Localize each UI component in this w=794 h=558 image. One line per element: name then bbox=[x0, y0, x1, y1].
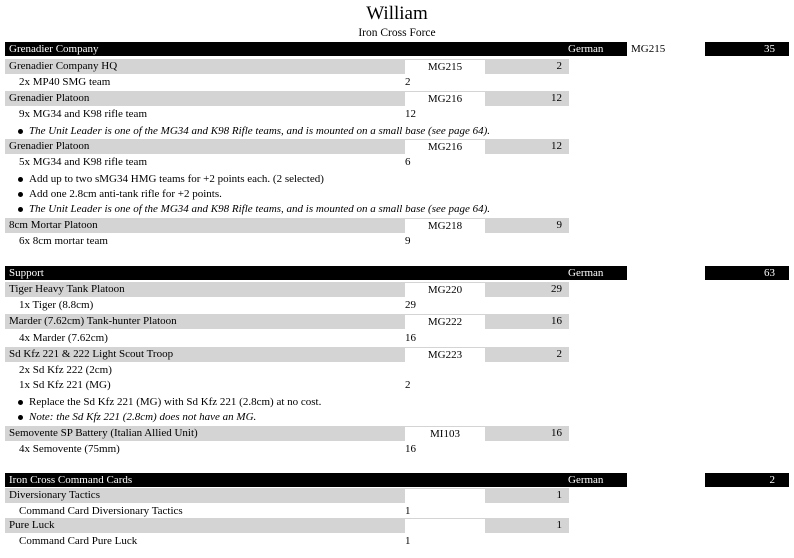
section-points: 63 bbox=[764, 267, 775, 279]
unit-item bbox=[5, 75, 569, 90]
unit-note bbox=[18, 124, 578, 138]
unit-item bbox=[5, 442, 569, 457]
item-value: 2 bbox=[405, 379, 411, 391]
bullet-icon bbox=[18, 415, 23, 420]
unit-points: 29 bbox=[551, 283, 562, 295]
unit-note bbox=[18, 410, 578, 424]
item-value: 16 bbox=[405, 332, 416, 344]
item-value: 16 bbox=[405, 443, 416, 455]
unit-header bbox=[5, 59, 569, 74]
unit-label: Tiger Heavy Tank Platoon bbox=[9, 283, 125, 295]
item-value: 2 bbox=[405, 76, 411, 88]
item-label: 9x MG34 and K98 rifle team bbox=[19, 108, 147, 120]
item-value: 1 bbox=[405, 535, 411, 547]
unit-header bbox=[5, 282, 569, 297]
note-text: Add up to two sMG34 HMG teams for +2 points each. (2 selected) bbox=[29, 173, 324, 185]
unit-code: MG223 bbox=[405, 348, 485, 362]
item-label: Command Card Pure Luck bbox=[19, 535, 138, 547]
unit-header bbox=[5, 91, 569, 106]
item-value: 9 bbox=[405, 235, 411, 247]
unit-header bbox=[5, 218, 569, 233]
section-code bbox=[627, 473, 705, 487]
unit-code bbox=[405, 489, 485, 503]
item-label: 2x Sd Kfz 222 (2cm) bbox=[19, 364, 112, 376]
section-nation: German bbox=[568, 474, 604, 486]
bullet-icon bbox=[18, 207, 23, 212]
unit-code: MG215 bbox=[405, 60, 485, 74]
unit-label: Semovente SP Battery (Italian Allied Unit) bbox=[9, 427, 198, 439]
item-label: 4x Semovente (75mm) bbox=[19, 443, 120, 455]
unit-points: 1 bbox=[556, 519, 562, 531]
item-label: 2x MP40 SMG team bbox=[19, 76, 111, 88]
item-value: 6 bbox=[405, 156, 411, 168]
item-label: 1x Tiger (8.8cm) bbox=[19, 299, 94, 311]
unit-label: 8cm Mortar Platoon bbox=[9, 219, 98, 231]
section-code: MG215 bbox=[627, 42, 705, 56]
unit-code: MG222 bbox=[405, 315, 485, 329]
bullet-icon bbox=[18, 177, 23, 182]
bullet-icon bbox=[18, 192, 23, 197]
section-points: 2 bbox=[769, 474, 775, 486]
unit-item bbox=[5, 107, 569, 122]
section-label: Iron Cross Command Cards bbox=[9, 474, 133, 486]
unit-label: Grenadier Platoon bbox=[9, 140, 90, 152]
unit-label: Grenadier Platoon bbox=[9, 92, 90, 104]
unit-code: MG216 bbox=[405, 140, 485, 154]
unit-code: MI103 bbox=[405, 427, 485, 441]
section-header bbox=[5, 473, 789, 487]
section-points: 35 bbox=[764, 43, 775, 55]
note-text: The Unit Leader is one of the MG34 and K98 Rifle teams, and is mounted on a small base (see page 64). bbox=[29, 125, 491, 137]
unit-label: Marder (7.62cm) Tank-hunter Platoon bbox=[9, 315, 177, 327]
section-nation: German bbox=[568, 43, 604, 55]
item-label: 5x MG34 and K98 rifle team bbox=[19, 156, 147, 168]
unit-points: 12 bbox=[551, 140, 562, 152]
unit-code: MG220 bbox=[405, 283, 485, 297]
unit-item bbox=[5, 155, 569, 170]
section-header bbox=[5, 266, 789, 280]
unit-label: Pure Luck bbox=[9, 519, 55, 531]
unit-points: 16 bbox=[551, 315, 562, 327]
section-code bbox=[627, 266, 705, 280]
unit-item bbox=[5, 363, 569, 378]
unit-item bbox=[5, 331, 569, 346]
unit-header bbox=[5, 347, 569, 362]
unit-code: MG216 bbox=[405, 92, 485, 106]
unit-header bbox=[5, 488, 569, 503]
unit-points: 2 bbox=[556, 60, 562, 72]
unit-item bbox=[5, 504, 569, 519]
unit-code bbox=[405, 519, 485, 533]
unit-points: 1 bbox=[556, 489, 562, 501]
unit-item bbox=[5, 298, 569, 313]
unit-code: MG218 bbox=[405, 219, 485, 233]
section-nation: German bbox=[568, 267, 604, 279]
bullet-icon bbox=[18, 400, 23, 405]
unit-item bbox=[5, 534, 569, 549]
unit-note bbox=[18, 187, 578, 201]
unit-header bbox=[5, 426, 569, 441]
unit-header bbox=[5, 518, 569, 533]
unit-points: 16 bbox=[551, 427, 562, 439]
section-label: Support bbox=[9, 267, 44, 279]
unit-note bbox=[18, 395, 578, 409]
unit-label: Grenadier Company HQ bbox=[9, 60, 118, 72]
unit-label: Sd Kfz 221 & 222 Light Scout Troop bbox=[9, 348, 174, 360]
bullet-icon bbox=[18, 129, 23, 134]
unit-header bbox=[5, 139, 569, 154]
unit-item bbox=[5, 378, 569, 393]
unit-points: 2 bbox=[556, 348, 562, 360]
page-subtitle: Iron Cross Force bbox=[358, 27, 436, 39]
unit-note bbox=[18, 172, 578, 186]
unit-points: 12 bbox=[551, 92, 562, 104]
item-value: 29 bbox=[405, 299, 416, 311]
note-text: Replace the Sd Kfz 221 (MG) with Sd Kfz 221 (2.8cm) at no cost. bbox=[29, 396, 322, 408]
note-text: Add one 2.8cm anti-tank rifle for +2 points. bbox=[29, 188, 222, 200]
section-label: Grenadier Company bbox=[9, 43, 99, 55]
section-header bbox=[5, 42, 789, 56]
page-title: William bbox=[366, 3, 428, 24]
item-label: 4x Marder (7.62cm) bbox=[19, 332, 108, 344]
unit-item bbox=[5, 234, 569, 249]
note-text: The Unit Leader is one of the MG34 and K98 Rifle teams, and is mounted on a small base (see page 64). bbox=[29, 203, 491, 215]
note-text: Note: the Sd Kfz 221 (2.8cm) does not have an MG. bbox=[29, 411, 257, 423]
unit-note bbox=[18, 202, 578, 216]
item-label: 6x 8cm mortar team bbox=[19, 235, 108, 247]
item-label: 1x Sd Kfz 221 (MG) bbox=[19, 379, 111, 391]
item-value: 1 bbox=[405, 505, 411, 517]
unit-label: Diversionary Tactics bbox=[9, 489, 100, 501]
item-label: Command Card Diversionary Tactics bbox=[19, 505, 183, 517]
item-value: 12 bbox=[405, 108, 416, 120]
unit-points: 9 bbox=[556, 219, 562, 231]
unit-header bbox=[5, 314, 569, 329]
